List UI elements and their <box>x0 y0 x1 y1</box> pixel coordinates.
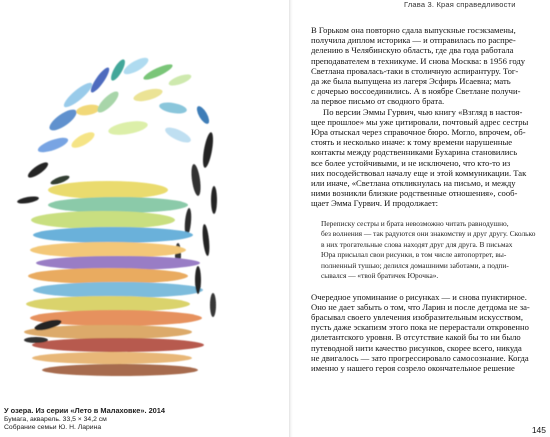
text-line: контакты между родственниками Бухарина становились <box>311 147 518 158</box>
paragraph-2 <box>311 107 549 209</box>
main-text-column <box>311 25 549 373</box>
block-quote <box>311 219 549 282</box>
paragraph-3 <box>311 292 549 374</box>
watercolor-painting <box>8 40 228 410</box>
figure-title: У озера. Из серии «Лето в Малаховке». 2014 <box>4 406 166 415</box>
text-line: с дочерью воссоединились. А в ноябре Светлане получи- <box>311 86 521 97</box>
text-line: делению в Челябинскую область, где два года работала <box>311 45 514 56</box>
quote-line: без волнения — так радуются они знакомству и друг другу. Сколько <box>321 229 536 239</box>
text-line: ними возникли близкие родственные отношения», сооб- <box>311 188 518 199</box>
text-line: Очередное упоминание о рисунках — и снова пунктирное. <box>311 291 527 302</box>
quote-line: в них трогательные слова находят друг для друга. В письмах <box>321 239 513 249</box>
text-line: да же была выпущена из лагеря Эсфирь Исаевна; мать <box>311 76 511 87</box>
text-line: брасывал своего увлечения изобразительным искусством, <box>311 312 524 323</box>
text-line: Светлана провалась-таки в столичную аспирантуру. Тог- <box>311 65 519 76</box>
text-line: щает Эмма Гурвич. И продолжает: <box>311 198 438 209</box>
text-line: именно у нашего героя созрело окончательное решение <box>311 363 515 374</box>
text-line: В Горьком она повторно сдала выпускные госэкзамены, <box>311 25 516 35</box>
text-line: Оно не дает забыть о том, что Ларин и после детдома не за- <box>311 301 530 312</box>
figure-medium: Бумага, акварель. 33,5 × 34,2 см <box>4 415 107 423</box>
text-line: По версии Эммы Гурвич, чью книгу «Взгляд в настоя- <box>323 106 523 117</box>
quote-line: полненный тушью; делился домашними заботами, а подпи- <box>321 260 509 270</box>
text-line: них посодействовал началу еще и этой коммуникации. Так <box>311 167 527 178</box>
text-line: пусть даже эскапизм этого пока не перерастали откровенно <box>311 322 529 333</box>
quote-line: Юра присылал свои рисунки, в том числе автопортрет, вы- <box>321 250 507 260</box>
text-line: ла первое письмо от сводного брата. <box>311 96 445 107</box>
quote-line: сывался — «твой братичек Юрочка». <box>321 271 439 281</box>
figure-caption <box>4 406 274 433</box>
quote-line: Переписку сестры и брата невозможно читать равнодушно, <box>321 218 509 228</box>
running-head: Глава 3. Края справедливости <box>404 0 516 9</box>
page-number: 145 <box>531 425 546 435</box>
text-line: Юра отыскал через справочное бюро. Могло, впрочем, об- <box>311 127 526 138</box>
figure-collection: Собрание семьи Ю. Н. Ларина <box>4 424 102 431</box>
text-line: дилетантского уровня. В отсутствие какой бы то ни было <box>311 332 521 343</box>
text-line: или иначе, «Светлана откликнулась на письмо, и между <box>311 178 516 189</box>
text-line: получила диплом историка — и отправилась по распре- <box>311 35 516 46</box>
text-line: не двигалось — зато прогрессировало самосознание. Когда <box>311 352 529 363</box>
text-line: все более устойчивыми, и не исключено, что кто-то из <box>311 157 511 168</box>
book-gutter <box>289 0 293 437</box>
text-line: путеводной нити качество рисунков, скорее всего, никуда <box>311 342 522 353</box>
paragraph-1 <box>311 25 549 107</box>
text-line: стоять и несколько иначе: к тому времени нарушенные <box>311 137 513 148</box>
text-line: щее прошлое» мы уже цитировали, почтовый адрес сестры <box>311 116 529 127</box>
text-line: преподавателем в техникуме. И снова Москва: в 1956 году <box>311 55 526 66</box>
